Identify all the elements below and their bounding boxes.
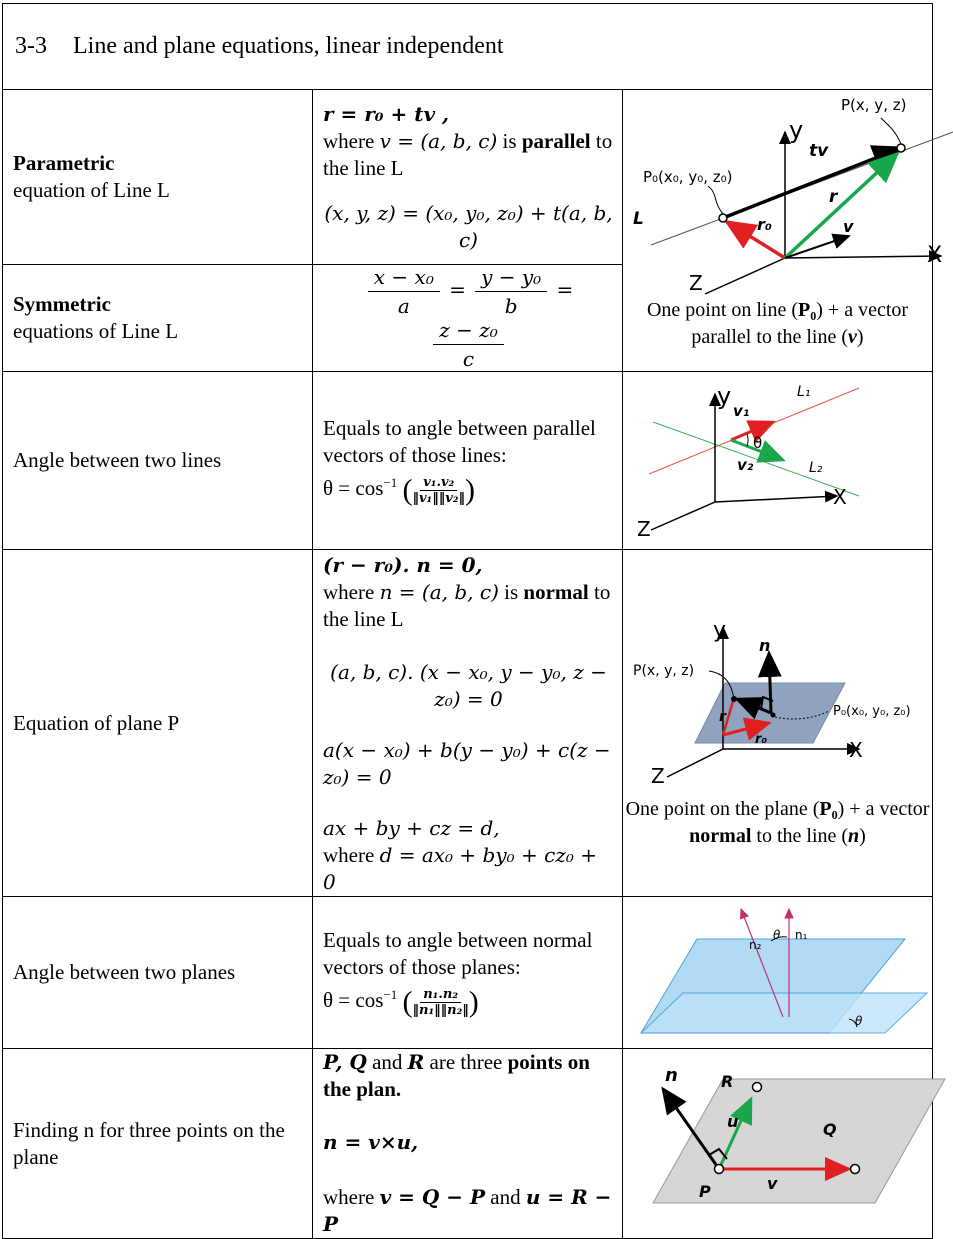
svg-text:X: X	[849, 737, 863, 762]
section-title: Line and plane equations, linear independent	[73, 33, 504, 59]
svg-text:P₀(x₀, y₀, z₀): P₀(x₀, y₀, z₀)	[833, 703, 911, 719]
parametric-where: where v = (a, b, c) is parallel to the line L	[323, 128, 613, 180]
v1-vector	[731, 422, 773, 440]
svg-text:y: y	[713, 617, 727, 643]
finding-n-figure	[623, 1057, 953, 1223]
formula-angle-planes: Equals to angle between normal vectors of those planes: $\theta = \cos^{-1}$ ( $\frac{\text{n₁.n₂}}{\text{‖n₁‖‖n₂‖}}$ )	[313, 897, 623, 1049]
parametric-component-equation: (x, y, z) = (x₀, y₀, z₀) + t(a, b, c)	[324, 200, 613, 252]
label-finding-n: Finding n for three points on the plane	[3, 1049, 313, 1239]
label-parametric-bold: Parametric	[13, 151, 115, 175]
plane-figure	[623, 597, 953, 797]
svg-text:y: y	[717, 382, 732, 410]
figure-line-cell	[623, 90, 943, 372]
label-symmetric: Symmetric equations of Line L	[3, 265, 313, 372]
label-v: v	[843, 217, 854, 236]
label-tv: tv	[809, 141, 829, 161]
svg-text:θ: θ	[855, 1014, 863, 1028]
figure-plane	[623, 550, 933, 897]
label-parametric-rest: equation of Line L	[13, 178, 170, 202]
svg-text:v₁: v₁	[733, 402, 750, 420]
label-L: L	[633, 209, 644, 229]
label-y: y	[789, 116, 804, 144]
figure-angle-planes	[623, 897, 933, 1049]
label-z: Z	[689, 271, 703, 295]
svg-text:Q: Q	[823, 1120, 837, 1139]
n-vector	[769, 653, 771, 713]
svg-text:X: X	[833, 485, 847, 509]
title-cell	[3, 4, 933, 90]
label-P0: P₀(x₀, y₀, z₀)	[643, 168, 733, 186]
svg-text:θ: θ	[753, 434, 763, 452]
svg-text:r₀: r₀	[755, 731, 768, 747]
svg-text:L₂: L₂	[809, 460, 823, 476]
line-caption: One point on line (P₀) + a vector parallel to the line (v)	[646, 299, 909, 348]
svg-text:Z: Z	[637, 517, 651, 541]
svg-text:r: r	[719, 708, 726, 725]
formula-angle-lines: Equals to angle between parallel vectors of those lines: $\theta = \cos^{-1}$ ( $\frac{\text{v₁.v₂}}{\text{‖v₁‖‖v₂‖}}$ )	[313, 372, 623, 550]
label-x: X	[927, 243, 943, 268]
point-P0	[719, 214, 727, 222]
formula-symmetric: $\frac{\text{x − x₀}}{a}$ = $\frac{\text{y − y₀}}{b}$ = $\frac{\text{z − z₀}}{c}$	[313, 265, 623, 372]
label-r0: r₀	[757, 215, 772, 234]
label-angle-planes: Angle between two planes	[3, 897, 313, 1049]
r-vector	[785, 154, 897, 258]
z-axis	[705, 258, 785, 294]
figure-finding-n	[623, 1049, 933, 1239]
svg-text:u: u	[727, 1112, 739, 1131]
svg-text:n: n	[759, 635, 771, 655]
svg-text:θ: θ	[773, 928, 781, 942]
svg-text:L₁: L₁	[797, 384, 811, 400]
svg-text:n₂: n₂	[749, 938, 762, 952]
angle-planes-figure	[623, 897, 953, 1041]
equations-table	[2, 3, 943, 1239]
svg-text:n₁: n₁	[795, 928, 808, 942]
formula-plane: (r − r₀). n = 0, where n = (a, b, c) is normal to the line L (a, b, c). (x − x₀, y − y₀, z − z₀) = 0 a(x − x₀) + b(y − y₀) + c(z − z₀) = 0 ax + by + cz = d, where d = ax₀ + by₀ + cz₀ + 0	[313, 550, 623, 897]
svg-text:P: P	[699, 1182, 711, 1201]
r0-vector	[727, 222, 785, 258]
formula-parametric	[313, 90, 623, 265]
label-plane: Equation of plane P	[3, 550, 313, 897]
label-angle-lines: Angle between two lines	[3, 372, 313, 550]
parametric-vector-equation: r = r₀ + tv ,	[323, 101, 449, 126]
point-P	[897, 144, 905, 152]
line-figure	[623, 90, 953, 295]
svg-text:n: n	[665, 1065, 678, 1086]
figure-angle-lines	[623, 372, 933, 550]
plane-PQR	[653, 1079, 945, 1203]
plane-2	[641, 993, 927, 1033]
svg-text:Z: Z	[651, 763, 665, 788]
label-r: r	[829, 187, 838, 207]
svg-text:P(x, y, z): P(x, y, z)	[633, 662, 695, 679]
label-parametric	[3, 90, 313, 265]
svg-text:v₂: v₂	[737, 456, 754, 474]
angle-lines-figure	[623, 372, 953, 542]
svg-text:R: R	[721, 1072, 734, 1091]
formula-finding-n: P, Q and R are three points on the plan. n = v×u, where v = Q − P and u = R − P	[313, 1049, 623, 1239]
section-number: 3-3	[15, 33, 47, 59]
svg-text:v: v	[767, 1174, 778, 1193]
plane-caption: One point on the plane (P₀) + a vector normal to the line (n)	[625, 797, 930, 847]
page	[2, 3, 943, 1236]
label-P: P(x, y, z)	[841, 96, 907, 114]
x-axis	[785, 256, 941, 258]
